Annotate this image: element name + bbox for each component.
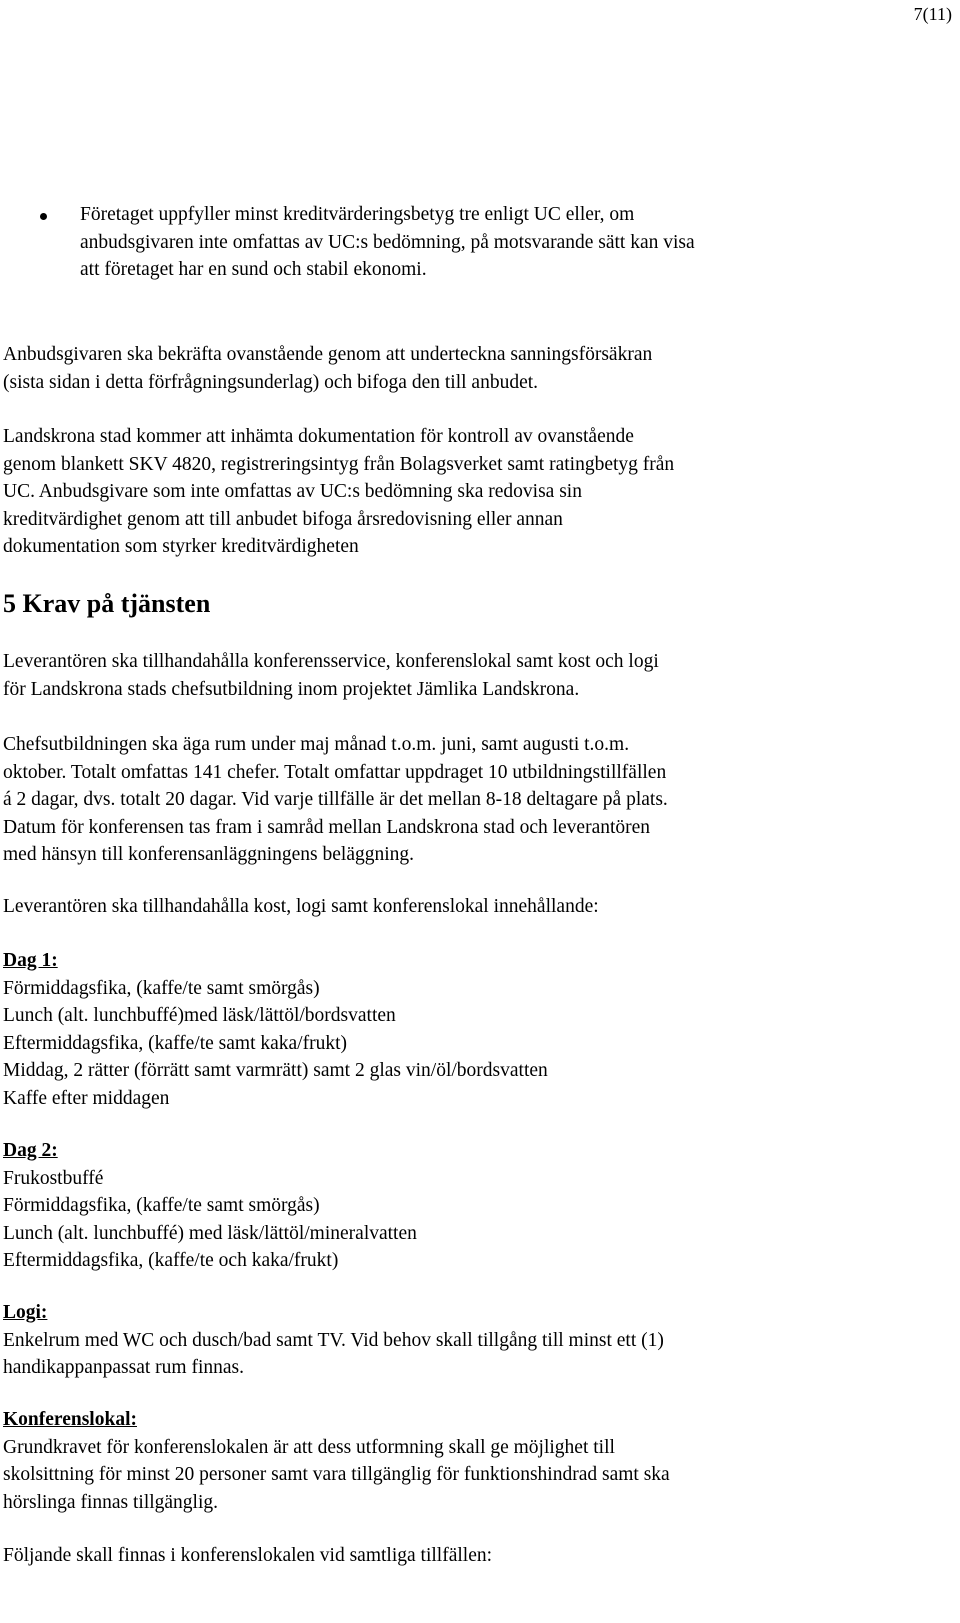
lodging-title: Logi:: [3, 1302, 48, 1323]
section-heading: 5 Krav på tjänsten: [3, 589, 211, 618]
bullet-icon: [40, 213, 47, 220]
text-line: Kaffe efter middagen: [3, 1087, 170, 1109]
text-line: hörslinga finnas tillgänglig.: [3, 1491, 219, 1513]
venue-title: Konferenslokal:: [3, 1409, 137, 1430]
text-line: Middag, 2 rätter (förrätt samt varmrätt) samt 2 glas vin/öl/bordsvatten: [3, 1060, 548, 1081]
text-line: Följande skall finnas i konferenslokalen vid samtliga tillfällen:: [3, 1545, 493, 1566]
text-line: á 2 dagar, dvs. totalt 20 dagar. Vid varje tillfälle är det mellan 8-18 deltagare på plats.: [3, 789, 668, 810]
text-line: för Landskrona stads chefsutbildning inom projektet Jämlika Landskrona.: [3, 678, 580, 700]
paragraph-confirm: [3, 341, 853, 396]
text-line: Anbudsgivaren ska bekräfta ovanstående genom att underteckna sanningsförsäkran: [3, 344, 653, 365]
paragraph-contents: [3, 893, 853, 921]
text-line: anbudsgivaren inte omfattas av UC:s bedömning, på motsvarande sätt kan visa: [80, 231, 695, 253]
text-line: Leverantören ska tillhandahålla konferensservice, konferenslokal samt kost och logi: [3, 651, 659, 672]
text-line: Frukostbuffé: [3, 1167, 104, 1189]
day2-section: [3, 1137, 853, 1275]
text-line: Företaget uppfyller minst kreditvärderingsbetyg tre enligt UC eller, om: [80, 204, 635, 225]
page-number: 7(11): [913, 4, 952, 24]
paragraph-documentation: [3, 423, 853, 561]
text-line: Förmiddagsfika, (kaffe/te samt smörgås): [3, 1195, 320, 1216]
paragraph-supplier: [3, 648, 853, 703]
paragraph-schedule: [3, 731, 853, 869]
text-line: handikappanpassat rum finnas.: [3, 1357, 244, 1378]
text-line: Lunch (alt. lunchbuffé) med läsk/lättöl/mineralvatten: [3, 1222, 417, 1244]
text-line: Lunch (alt. lunchbuffé)med läsk/lättöl/bordsvatten: [3, 1005, 396, 1026]
text-line: Chefsutbildningen ska äga rum under maj månad t.o.m. juni, samt augusti t.o.m.: [3, 734, 630, 755]
text-line: med hänsyn till konferensanläggningens beläggning.: [3, 844, 415, 865]
paragraph-following: [3, 1542, 853, 1570]
text-line: UC. Anbudsgivare som inte omfattas av UC:s bedömning ska redovisa sin: [3, 481, 582, 502]
text-line: Landskrona stad kommer att inhämta dokumentation för kontroll av ovanstående: [3, 426, 634, 447]
day1-title: Dag 1:: [3, 950, 58, 971]
text-line: Eftermiddagsfika, (kaffe/te och kaka/frukt): [3, 1250, 339, 1271]
day1-section: [3, 947, 853, 1112]
text-line: (sista sidan i detta förfrågningsunderlag) och bifoga den till anbudet.: [3, 371, 539, 393]
text-line: oktober. Totalt omfattas 141 chefer. Totalt omfattar uppdraget 10 utbildningstillfällen: [3, 761, 667, 783]
text-line: dokumentation som styrker kreditvärdigheten: [3, 536, 359, 557]
text-line: Datum för konferensen tas fram i samråd mellan Landskrona stad och leverantören: [3, 816, 651, 838]
venue-section: [3, 1406, 853, 1516]
day2-title: Dag 2:: [3, 1140, 58, 1161]
text-line: genom blankett SKV 4820, registreringsintyg från Bolagsverket samt ratingbetyg från: [3, 453, 675, 475]
text-line: Enkelrum med WC och dusch/bad samt TV. Vid behov skall tillgång till minst ett (1): [3, 1329, 664, 1351]
text-line: Grundkravet för konferenslokalen är att dess utformning skall ge möjlighet till: [3, 1436, 615, 1458]
bullet-text: [80, 201, 870, 284]
lodging-section: [3, 1299, 853, 1382]
text-line: Leverantören ska tillhandahålla kost, logi samt konferenslokal innehållande:: [3, 896, 599, 917]
text-line: Eftermiddagsfika, (kaffe/te samt kaka/frukt): [3, 1032, 348, 1054]
text-line: skolsittning för minst 20 personer samt vara tillgänglig för funktionshindrad samt ska: [3, 1464, 670, 1485]
text-line: Förmiddagsfika, (kaffe/te samt smörgås): [3, 977, 320, 999]
text-line: att företaget har en sund och stabil ekonomi.: [80, 259, 427, 280]
text-line: kreditvärdighet genom att till anbudet bifoga årsredovisning eller annan: [3, 508, 563, 530]
